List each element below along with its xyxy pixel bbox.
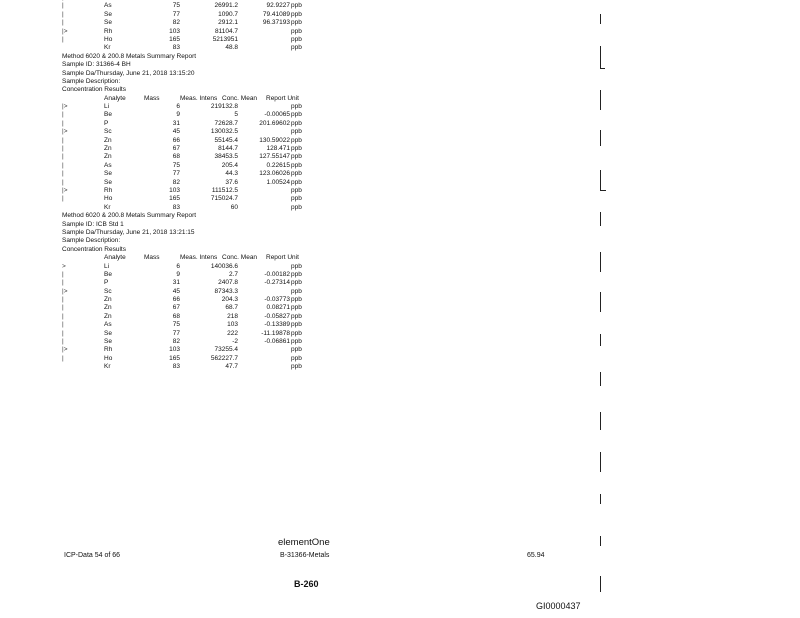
row-flag: | [62, 2, 64, 10]
intensity-cell: 37.6 [225, 178, 238, 186]
row-flag: | [62, 296, 64, 304]
unit-cell: ppb [291, 27, 302, 35]
row-flag: |> [62, 128, 68, 136]
mass-cell: 66 [172, 296, 180, 304]
intensity-cell: -2 [232, 338, 238, 346]
table-row [62, 355, 392, 363]
unit-cell: ppb [291, 203, 302, 211]
table-row [62, 330, 392, 338]
intensity-cell: 218 [227, 312, 238, 320]
unit-cell: ppb [291, 287, 302, 295]
unit-cell: ppb [291, 111, 302, 119]
concentration-cell: 0.22615 [266, 161, 290, 169]
concentration-cell: 130.59022 [259, 136, 290, 144]
analyte-cell: Rh [104, 346, 113, 354]
row-flag: | [62, 312, 64, 320]
analyte-cell: P [104, 279, 109, 287]
table-row [62, 36, 392, 44]
unit-cell: ppb [291, 2, 302, 10]
concentration-cell: 1.00524 [266, 178, 290, 186]
intensity-cell: 222 [227, 329, 238, 337]
mass-cell: 9 [176, 270, 180, 278]
intensity-cell: 55145.4 [214, 136, 238, 144]
unit-cell: ppb [291, 312, 302, 320]
analyte-cell: Se [104, 178, 112, 186]
table-row [62, 296, 392, 304]
unit-cell: ppb [291, 321, 302, 329]
footer-number: 65.94 [527, 552, 545, 559]
mass-cell: 6 [176, 262, 180, 270]
unit-cell: ppb [291, 19, 302, 27]
unit-cell: ppb [291, 186, 302, 194]
unit-cell: ppb [291, 153, 302, 161]
sample-date: Sample Da/Thursday, June 21, 2018 13:21:15 [62, 228, 195, 236]
table-row [62, 321, 392, 329]
analyte-cell: Kr [104, 203, 111, 211]
table-row [62, 19, 392, 27]
header-unit: Report Unit [266, 254, 299, 262]
unit-cell: ppb [291, 170, 302, 178]
intensity-cell: 26991.2 [214, 2, 238, 10]
unit-cell: ppb [291, 338, 302, 346]
table-row [62, 11, 392, 19]
table-row [62, 271, 392, 279]
footer-brand: elementOne [278, 537, 330, 548]
table-row [62, 288, 392, 296]
scan-margin-marks [596, 0, 610, 618]
row-flag: | [62, 279, 64, 287]
mass-cell: 67 [172, 145, 180, 153]
intensity-cell: 38453.5 [214, 153, 238, 161]
analyte-cell: Be [104, 111, 112, 119]
intensity-cell: 2912.1 [218, 19, 238, 27]
header-intensity: Meas. Intens [180, 94, 218, 102]
mass-cell: 83 [172, 203, 180, 211]
unit-cell: ppb [291, 279, 302, 287]
table-row [62, 195, 392, 203]
header-intensity: Meas. Intens [180, 254, 218, 262]
row-flag: |> [62, 186, 68, 194]
unit-cell: ppb [291, 270, 302, 278]
intensity-cell: 1090.7 [218, 10, 238, 18]
mass-cell: 103 [169, 27, 180, 35]
intensity-cell: 47.7 [225, 363, 238, 371]
mass-cell: 66 [172, 136, 180, 144]
table-row [62, 338, 392, 346]
analyte-cell: Se [104, 329, 112, 337]
row-flag: | [62, 119, 64, 127]
table-row [62, 162, 392, 170]
table-row [62, 145, 392, 153]
row-flag: | [62, 10, 64, 18]
analyte-cell: As [104, 321, 112, 329]
intensity-cell: 81104.7 [214, 27, 238, 35]
intensity-cell: 87343.3 [214, 287, 238, 295]
mass-cell: 75 [172, 161, 180, 169]
analyte-cell: Sc [104, 128, 112, 136]
mass-cell: 6 [176, 103, 180, 111]
concentration-cell: -0.00065 [264, 111, 290, 119]
unit-cell: ppb [291, 10, 302, 18]
intensity-cell: 2407.8 [218, 279, 238, 287]
table-row [62, 137, 392, 145]
analyte-cell: Li [104, 103, 110, 111]
table-row [62, 120, 392, 128]
row-flag: | [62, 329, 64, 337]
unit-cell: ppb [291, 304, 302, 312]
intensity-cell: 8144.7 [218, 145, 238, 153]
table-row [62, 103, 392, 111]
row-flag: |> [62, 27, 68, 35]
row-flag: | [62, 195, 64, 203]
header-mass: Mass [144, 254, 160, 262]
unit-cell: ppb [291, 329, 302, 337]
intensity-cell: 130032.5 [210, 128, 238, 136]
mass-cell: 75 [172, 2, 180, 10]
mass-cell: 9 [176, 111, 180, 119]
concentration-cell: 201.69602 [259, 119, 290, 127]
row-flag: |> [62, 103, 68, 111]
unit-cell: ppb [291, 44, 302, 52]
row-flag: | [62, 354, 64, 362]
intensity-cell: 103 [227, 321, 238, 329]
analyte-cell: Se [104, 19, 112, 27]
concentration-cell: -0.05827 [264, 312, 290, 320]
row-flag: | [62, 304, 64, 312]
header-concentration: Conc. Mean [222, 94, 258, 102]
header-concentration: Conc. Mean [222, 254, 258, 262]
unit-cell: ppb [291, 35, 302, 43]
intensity-cell: 140036.6 [210, 262, 238, 270]
icp-summary-report [62, 0, 392, 372]
mass-cell: 165 [169, 354, 180, 362]
intensity-cell: 111512.5 [211, 186, 238, 194]
sample-description: Sample Description: [62, 77, 121, 85]
row-flag: | [62, 338, 64, 346]
table-row [62, 28, 392, 36]
analyte-cell: As [104, 161, 112, 169]
row-flag: > [62, 262, 66, 270]
unit-cell: ppb [291, 128, 302, 136]
mass-cell: 82 [172, 178, 180, 186]
table-row [62, 363, 392, 371]
row-flag: | [62, 111, 64, 119]
table-header [62, 95, 392, 103]
table-row [62, 128, 392, 136]
concentration-cell: 96.37193 [262, 19, 290, 27]
row-flag: | [62, 161, 64, 169]
analyte-cell: Kr [104, 363, 111, 371]
header-analyte: Analyte [104, 254, 126, 262]
concentration-cell: -0.27314 [264, 279, 290, 287]
unit-cell: ppb [291, 119, 302, 127]
footer-batch-id: B-31366-Metals [280, 552, 330, 559]
method-title: Method 6020 & 200.8 Metals Summary Report [62, 52, 197, 60]
analyte-cell: Kr [104, 44, 111, 52]
mass-cell: 165 [169, 195, 180, 203]
analyte-cell: Se [104, 338, 112, 346]
table-row [62, 2, 392, 10]
concentration-cell: -0.13389 [264, 321, 290, 329]
mass-cell: 31 [172, 119, 180, 127]
table-header [62, 254, 392, 262]
bates-number: B-260 [294, 579, 319, 589]
intensity-cell: 73255.4 [214, 346, 238, 354]
mass-cell: 103 [169, 186, 180, 194]
intensity-cell: 5213951 [212, 35, 238, 43]
unit-cell: ppb [291, 178, 302, 186]
analyte-cell: P [104, 119, 109, 127]
row-flag: | [62, 153, 64, 161]
intensity-cell: 219132.8 [210, 103, 238, 111]
intensity-cell: 60 [230, 203, 238, 211]
mass-cell: 82 [172, 19, 180, 27]
table-row [62, 187, 392, 195]
document-id: GI0000437 [536, 601, 581, 611]
table-row [62, 179, 392, 187]
analyte-cell: Zn [104, 136, 112, 144]
unit-cell: ppb [291, 262, 302, 270]
table-row [62, 346, 392, 354]
mass-cell: 45 [172, 128, 180, 136]
concentration-cell: -0.00182 [264, 270, 290, 278]
concentration-cell: -11.19878 [261, 329, 290, 337]
intensity-cell: 715024.7 [210, 195, 238, 203]
mass-cell: 68 [172, 153, 180, 161]
sample-id: Sample ID: 31366-4 BH [62, 61, 131, 69]
analyte-cell: Zn [104, 145, 112, 153]
unit-cell: ppb [291, 145, 302, 153]
concentration-cell: 127.55147 [259, 153, 290, 161]
analyte-cell: Zn [104, 296, 112, 304]
intensity-cell: 562227.7 [210, 354, 238, 362]
unit-cell: ppb [291, 354, 302, 362]
unit-cell: ppb [291, 195, 302, 203]
intensity-cell: 2.7 [228, 270, 238, 278]
row-flag: | [62, 270, 64, 278]
analyte-cell: Sc [104, 287, 112, 295]
method-title: Method 6020 & 200.8 Metals Summary Report [62, 212, 197, 220]
mass-cell: 67 [172, 304, 180, 312]
intensity-cell: 44.3 [225, 170, 238, 178]
intensity-cell: 48.8 [225, 44, 238, 52]
footer-page-info: ICP-Data 54 of 66 [64, 552, 121, 559]
mass-cell: 31 [172, 279, 180, 287]
table-row [62, 304, 392, 312]
table-row [62, 44, 392, 52]
table-row [62, 279, 392, 287]
intensity-cell: 5 [234, 111, 238, 119]
intensity-cell: 72628.7 [214, 119, 238, 127]
table-row [62, 313, 392, 321]
intensity-cell: 68.7 [225, 304, 238, 312]
row-flag: | [62, 145, 64, 153]
row-flag: | [62, 136, 64, 144]
analyte-cell: Zn [104, 153, 112, 161]
mass-cell: 82 [172, 338, 180, 346]
unit-cell: ppb [291, 136, 302, 144]
analyte-cell: Se [104, 170, 112, 178]
header-analyte: Analyte [104, 94, 126, 102]
row-flag: |> [62, 287, 68, 295]
row-flag: | [62, 321, 64, 329]
analyte-cell: Ho [104, 35, 113, 43]
table-row [62, 153, 392, 161]
unit-cell: ppb [291, 363, 302, 371]
mass-cell: 83 [172, 363, 180, 371]
analyte-cell: Zn [104, 312, 112, 320]
analyte-cell: Be [104, 270, 112, 278]
unit-cell: ppb [291, 296, 302, 304]
table-row [62, 204, 392, 212]
analyte-cell: Se [104, 10, 112, 18]
concentration-results-heading: Concentration Results [62, 245, 126, 253]
concentration-cell: -0.06861 [264, 338, 290, 346]
concentration-cell: 79.41089 [262, 10, 290, 18]
concentration-cell: -0.03773 [264, 296, 290, 304]
row-flag: | [62, 170, 64, 178]
table-row [62, 170, 392, 178]
unit-cell: ppb [291, 103, 302, 111]
table-row [62, 111, 392, 119]
mass-cell: 165 [169, 35, 180, 43]
sample-id: Sample ID: ICB Std 1 [62, 220, 124, 228]
concentration-cell: 123.06026 [259, 170, 290, 178]
analyte-cell: Ho [104, 195, 113, 203]
row-flag: | [62, 19, 64, 27]
analyte-cell: Rh [104, 186, 113, 194]
row-flag: |> [62, 346, 68, 354]
header-mass: Mass [144, 94, 160, 102]
concentration-cell: 0.08271 [266, 304, 290, 312]
mass-cell: 77 [172, 10, 180, 18]
intensity-cell: 204.3 [221, 296, 238, 304]
row-flag: | [62, 35, 64, 43]
concentration-results-heading: Concentration Results [62, 86, 126, 94]
table-row [62, 263, 392, 271]
mass-cell: 77 [172, 329, 180, 337]
analyte-cell: Ho [104, 354, 113, 362]
concentration-cell: 128.471 [266, 145, 290, 153]
mass-cell: 83 [172, 44, 180, 52]
unit-cell: ppb [291, 346, 302, 354]
analyte-cell: Rh [104, 27, 113, 35]
analyte-cell: Zn [104, 304, 112, 312]
intensity-cell: 205.4 [221, 161, 238, 169]
mass-cell: 68 [172, 312, 180, 320]
mass-cell: 75 [172, 321, 180, 329]
analyte-cell: As [104, 2, 112, 10]
analyte-cell: Li [104, 262, 110, 270]
row-flag: | [62, 178, 64, 186]
mass-cell: 45 [172, 287, 180, 295]
unit-cell: ppb [291, 161, 302, 169]
mass-cell: 77 [172, 170, 180, 178]
mass-cell: 103 [169, 346, 180, 354]
sample-description: Sample Description: [62, 237, 121, 245]
header-unit: Report Unit [266, 94, 299, 102]
sample-date: Sample Da/Thursday, June 21, 2018 13:15:20 [62, 69, 195, 77]
concentration-cell: 92.9227 [266, 2, 290, 10]
